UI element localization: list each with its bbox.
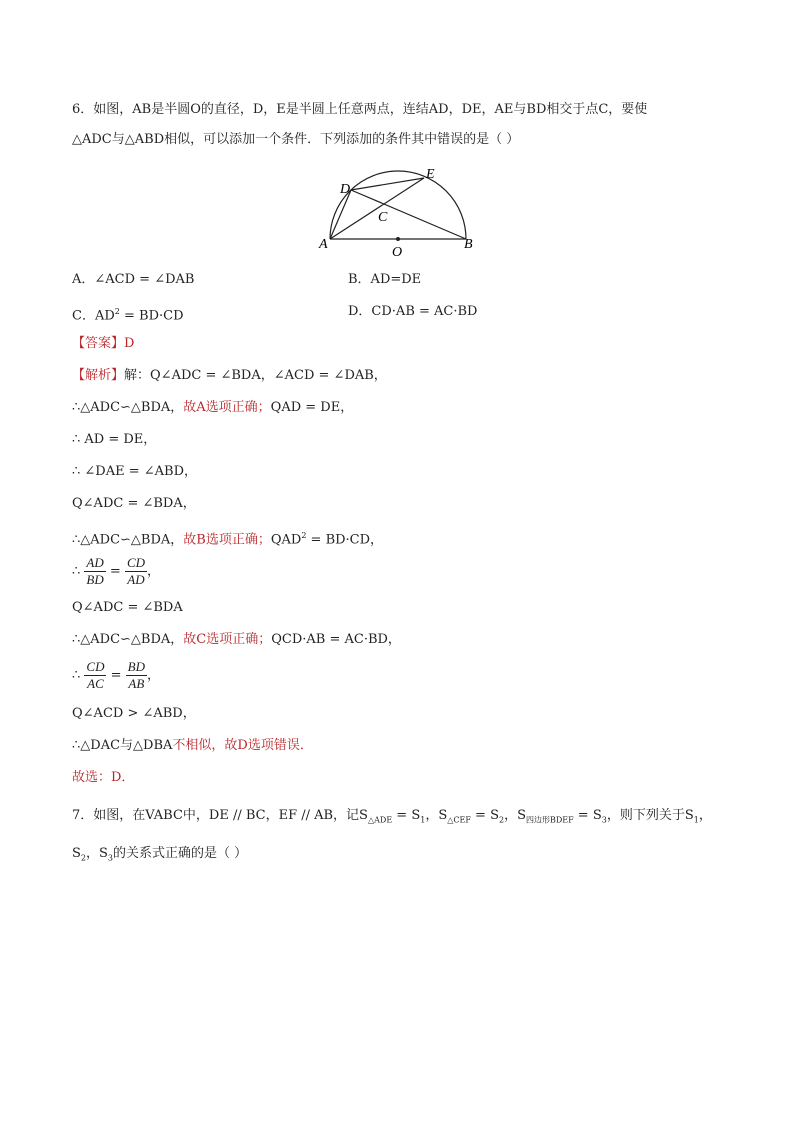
fraction-numerator: CD <box>86 659 105 674</box>
equals-sign: = <box>105 564 125 579</box>
solution-line-6 <box>72 526 383 550</box>
q7-l1-sub2: 1 <box>420 815 426 825</box>
solution-step-6c-sup: 2 <box>301 531 307 540</box>
option-d: D．CD·AB = AC·BD <box>348 304 478 319</box>
solution-line-8: Q∠ADC = ∠BDA <box>72 600 183 615</box>
solution-line-11: Q∠ACD > ∠ABD， <box>72 706 196 721</box>
solution-step-6c-pre: QAD <box>270 532 302 548</box>
solution-line-7 <box>72 554 160 590</box>
q7-l1-sub6: 3 <box>601 815 607 825</box>
solution-step-7-pre: ∴ <box>72 564 81 579</box>
fraction-ad-bd <box>84 555 105 588</box>
solution-line-10 <box>72 658 160 694</box>
solution-line-2 <box>72 398 353 418</box>
q7-l2-sub2: 3 <box>107 853 113 863</box>
equals-sign: = <box>106 668 126 683</box>
answer-value: D <box>124 336 135 351</box>
option-b: B．AD=DE <box>348 272 422 287</box>
q7-l1-h: ， <box>698 808 712 823</box>
semicircle-figure <box>316 164 480 260</box>
q7-l1-sub4: 2 <box>498 815 505 825</box>
solution-step-2c: QAD = DE， <box>270 400 354 415</box>
option-c <box>72 302 184 326</box>
solution-step-6c-post: = BD·CD， <box>306 532 384 548</box>
answer-line <box>72 334 134 354</box>
q7-l1-f: = S <box>573 808 602 823</box>
label-d: D <box>340 182 351 197</box>
label-o: O <box>392 245 403 260</box>
q7-l1-d: = S <box>470 808 499 823</box>
solution-step-10-post: ， <box>147 668 161 683</box>
solution-step-10-pre: ∴ <box>72 668 81 683</box>
solution-line-1 <box>72 366 387 386</box>
q6-text-line2: △ADC与△ABD相似，可以添加一个条件．下列添加的条件其中错误的是（ ） <box>72 132 520 147</box>
solution-step-6b: 故B选项正确； <box>183 532 271 548</box>
solution-step-9b: 故C选项正确； <box>183 632 272 647</box>
fraction-numerator: AD <box>86 555 104 570</box>
label-a: A <box>319 237 328 252</box>
q7-l1-g: ，则下列关于S <box>606 808 694 823</box>
option-c-pre: C．AD <box>72 308 115 324</box>
solution-line-9 <box>72 630 401 650</box>
solution-step-9c: QCD·AB = AC·BD， <box>271 632 401 647</box>
solution-line-12 <box>72 736 313 756</box>
option-c-sup: 2 <box>114 307 120 316</box>
q7-l2-b: ，S <box>86 846 108 861</box>
solution-step-2b: 故A选项正确； <box>183 400 271 415</box>
q7-l1-e: ，S <box>504 808 526 823</box>
fraction-denominator: AB <box>128 676 145 691</box>
q7-l1-sub7: 1 <box>693 815 699 825</box>
fraction-denominator: AC <box>87 676 104 691</box>
q7-text-line2 <box>72 844 247 869</box>
q7-l1-c: ，S <box>425 808 448 823</box>
fraction-cd-ac <box>84 659 106 692</box>
q7-l2-a: S <box>72 846 81 861</box>
fraction-bd-ab <box>126 659 147 692</box>
q7-l1-a: 7．如图，在VABC中，DE // BC，EF // AB，记S <box>72 808 368 823</box>
q7-l1-sub3: △CEF <box>447 815 471 825</box>
option-a: A．∠ACD = ∠DAB <box>72 272 195 287</box>
solution-line-13: 故选：D． <box>72 770 135 785</box>
solution-step-6a: ∴△ADC∽△BDA， <box>72 532 184 548</box>
fraction-numerator: CD <box>126 555 145 570</box>
solution-step-9a: ∴△ADC∽△BDA， <box>72 632 184 647</box>
solution-line-3: ∴ AD = DE， <box>72 432 157 447</box>
fraction-denominator: AD <box>127 572 145 587</box>
center-point-o <box>396 237 400 241</box>
q6-text-line1: 6．如图，AB是半圆O的直径，D，E是半圆上任意两点，连结AD，DE，AE与BD相交于点C，要使 <box>72 102 648 117</box>
solution-step-7-post: ， <box>147 564 161 579</box>
q7-l2-c: 的关系式正确的是（ ） <box>113 846 248 861</box>
label-e: E <box>426 167 435 182</box>
fraction-denominator: BD <box>86 572 104 587</box>
segment-de <box>351 178 424 190</box>
solution-step-12a: ∴△DAC与△DBA <box>72 738 173 753</box>
q7-l1-b: = S <box>392 808 421 823</box>
label-c: C <box>378 210 388 225</box>
solution-line-5: Q∠ADC = ∠BDA， <box>72 496 196 511</box>
option-c-post: = BD·CD <box>119 308 184 324</box>
fraction-cd-ad <box>125 555 147 588</box>
solution-step-12b: 不相似，故D选项错误． <box>172 738 313 753</box>
q7-l1-sub5: 四边形BDEF <box>525 815 574 825</box>
answer-tag: 【答案】 <box>72 336 125 351</box>
solution-step-2a: ∴△ADC∽△BDA， <box>72 400 184 415</box>
label-b: B <box>464 237 473 252</box>
solution-step-1: 解：Q∠ADC = ∠BDA，∠ACD = ∠DAB， <box>124 368 387 383</box>
q7-l2-sub1: 2 <box>80 853 86 863</box>
q7-text-line1 <box>72 806 712 831</box>
q7-l1-sub1: △ADE <box>367 815 393 825</box>
fraction-numerator: BD <box>127 659 145 674</box>
semicircle-arc <box>330 171 466 239</box>
analysis-tag: 【解析】 <box>72 368 125 383</box>
solution-line-4: ∴ ∠DAE = ∠ABD， <box>72 464 198 479</box>
